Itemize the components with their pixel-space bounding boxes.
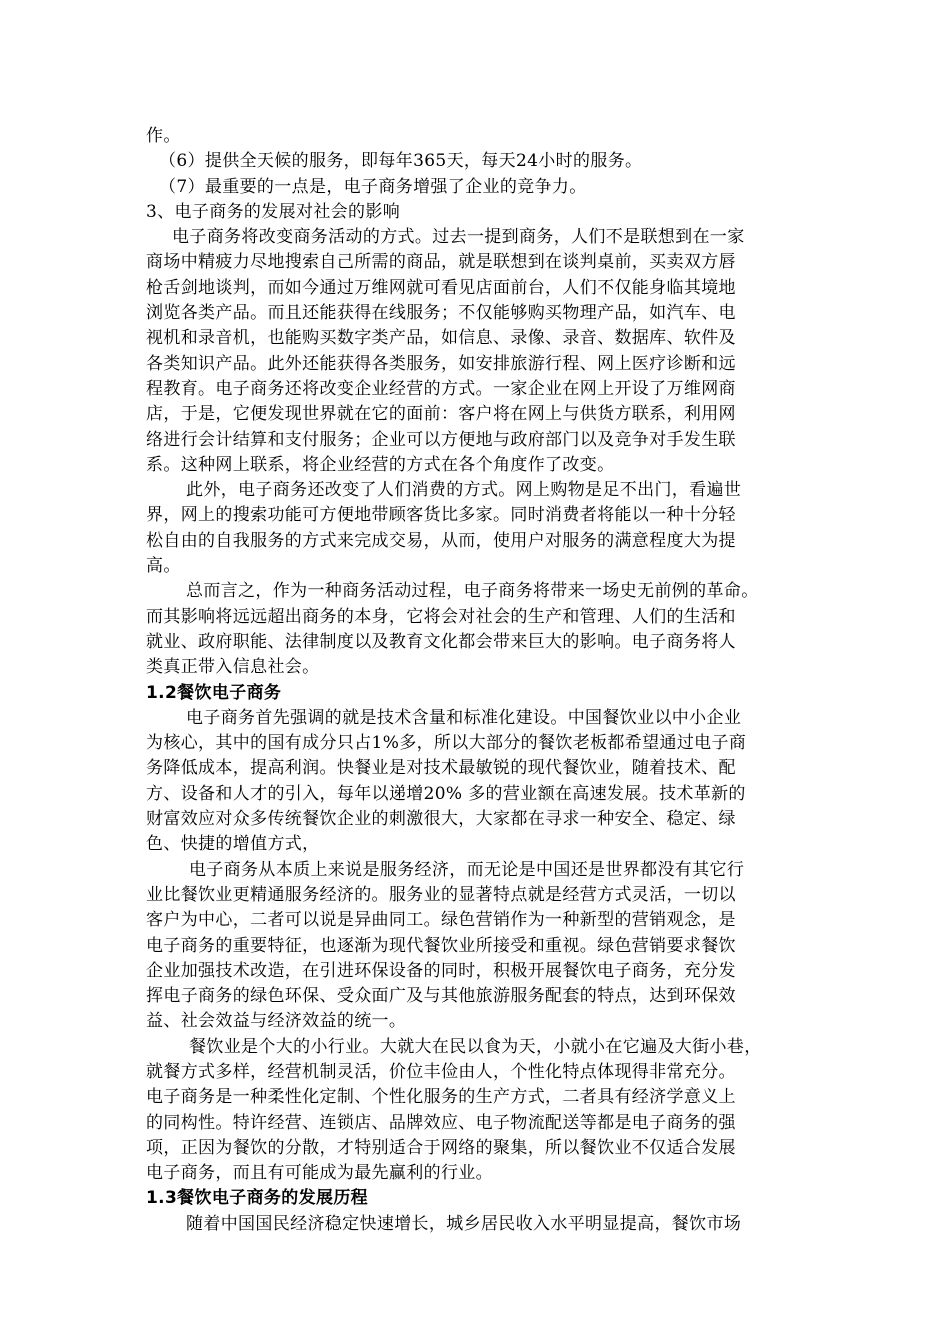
paragraph-line: 浏览各类产品。而且还能获得在线服务；不仅能够购买物理产品，如汽车、电 (146, 303, 736, 324)
paragraph-line: 方、设备和人才的引入，每年以递增20% 多的营业额在高速发展。技术革新的 (146, 783, 746, 804)
paragraph-line: 界，网上的搜索功能可方便地带顾客货比多家。同时消费者将能以一种十分轻 (146, 505, 736, 526)
list-item: （7）最重要的一点是，电子商务增强了企业的竞争力。 (159, 176, 587, 197)
paragraph-line: 就餐方式多样，经营机制灵活，价位丰俭由人，个性化特点体现得非常充分。 (146, 1061, 736, 1082)
paragraph-line: 高。 (146, 556, 181, 577)
paragraph-line: 电子商务将改变商务活动的方式。过去一提到商务，人们不是联想到在一家 (172, 227, 745, 248)
paragraph-line: 程教育。电子商务还将改变企业经营的方式。一家企业在网上开设了万维网商 (146, 378, 736, 399)
paragraph-line: 就业、政府职能、法律制度以及教育文化都会带来巨大的影响。电子商务将人 (146, 631, 736, 652)
paragraph-line: 业比餐饮业更精通服务经济的。服务业的显著特点就是经营方式灵活，一切以 (146, 884, 736, 905)
paragraph-line: 的同构性。特许经营、连锁店、品牌效应、电子物流配送等都是电子商务的强 (146, 1112, 736, 1133)
paragraph-line: 为核心，其中的国有成分只占1%多，所以大部分的餐饮老板都希望通过电子商 (146, 733, 747, 754)
paragraph-line: 色、快捷的增值方式， (146, 834, 320, 855)
paragraph-line: 电子商务的重要特征，也逐渐为现代餐饮业所接受和重视。绿色营销要求餐饮 (146, 935, 736, 956)
paragraph-line: 此外，电子商务还改变了人们消费的方式。网上购物是足不出门，看遍世 (186, 480, 742, 501)
paragraph-line: 各类知识产品。此外还能获得各类服务，如安排旅游行程、网上医疗诊断和远 (146, 353, 736, 374)
paragraph-line: 餐饮业是个大的小行业。大就大在民以食为天，小就小在它遍及大街小巷， (189, 1036, 762, 1057)
paragraph-line: 项，正因为餐饮的分散，才特别适合于网络的聚集，所以餐饮业不仅适合发展 (146, 1137, 736, 1158)
list-item: （6）提供全天候的服务，即每年365天，每天24小时的服务。 (159, 151, 643, 172)
paragraph-line: 益、社会效益与经济效益的统一。 (146, 1011, 407, 1032)
paragraph-line: 随着中国国民经济稳定快速增长，城乡居民收入水平明显提高，餐饮市场 (186, 1213, 742, 1234)
section-heading: 1.3餐饮电子商务的发展历程 (146, 1188, 369, 1209)
paragraph-line: 而其影响将远远超出商务的本身，它将会对社会的生产和管理、人们的生活和 (146, 606, 736, 627)
section-subheading: 3、电子商务的发展对社会的影响 (146, 201, 401, 222)
paragraph-line: 电子商务首先强调的就是技术含量和标准化建设。中国餐饮业以中小企业 (186, 707, 742, 728)
text-line: 作。 (146, 126, 181, 146)
section-heading: 1.2餐饮电子商务 (146, 682, 282, 703)
document-page (146, 124, 806, 1237)
paragraph-line: 总而言之，作为一种商务活动过程，电子商务将带来一场史无前例的革命。 (186, 581, 759, 602)
paragraph-line: 客户为中心，二者可以说是异曲同工。绿色营销作为一种新型的营销观念，是 (146, 910, 736, 931)
paragraph-line: 务降低成本，提高利润。快餐业是对技术最敏锐的现代餐饮业，随着技术、配 (146, 758, 736, 779)
paragraph-line: 挥电子商务的绿色环保、受众面广及与其他旅游服务配套的特点，达到环保效 (146, 986, 736, 1007)
paragraph-line: 电子商务，而且有可能成为最先赢利的行业。 (146, 1163, 493, 1184)
paragraph-line: 财富效应对众多传统餐饮企业的刺激很大，大家都在寻求一种安全、稳定、绿 (146, 809, 736, 830)
paragraph-line: 电子商务是一种柔性化定制、个性化服务的生产方式，二者具有经济学意义上 (146, 1087, 736, 1108)
paragraph-line: 企业加强技术改造，在引进环保设备的同时，积极开展餐饮电子商务，充分发 (146, 960, 736, 981)
paragraph-line: 络进行会计结算和支付服务；企业可以方便地与政府部门以及竞争对手发生联 (146, 429, 736, 450)
paragraph-line: 店，于是，它便发现世界就在它的面前：客户将在网上与供货方联系，利用网 (146, 404, 736, 425)
paragraph-line: 视机和录音机，也能购买数字类产品，如信息、录像、录音、数据库、软件及 (146, 328, 736, 349)
paragraph-line: 类真正带入信息社会。 (146, 657, 320, 678)
paragraph-line: 枪舌剑地谈判，而如今通过万维网就可看见店面前台，人们不仅能身临其境地 (146, 277, 736, 298)
paragraph-line: 商场中精疲力尽地搜索自己所需的商品，就是联想到在谈判桌前，买卖双方唇 (146, 252, 736, 273)
paragraph-line: 系。这种网上联系，将企业经营的方式在各个角度作了改变。 (146, 454, 615, 475)
paragraph-line: 松自由的自我服务的方式来完成交易，从而，使用户对服务的满意程度大为提 (146, 530, 736, 551)
paragraph-line: 电子商务从本质上来说是服务经济，而无论是中国还是世界都没有其它行 (189, 859, 745, 880)
